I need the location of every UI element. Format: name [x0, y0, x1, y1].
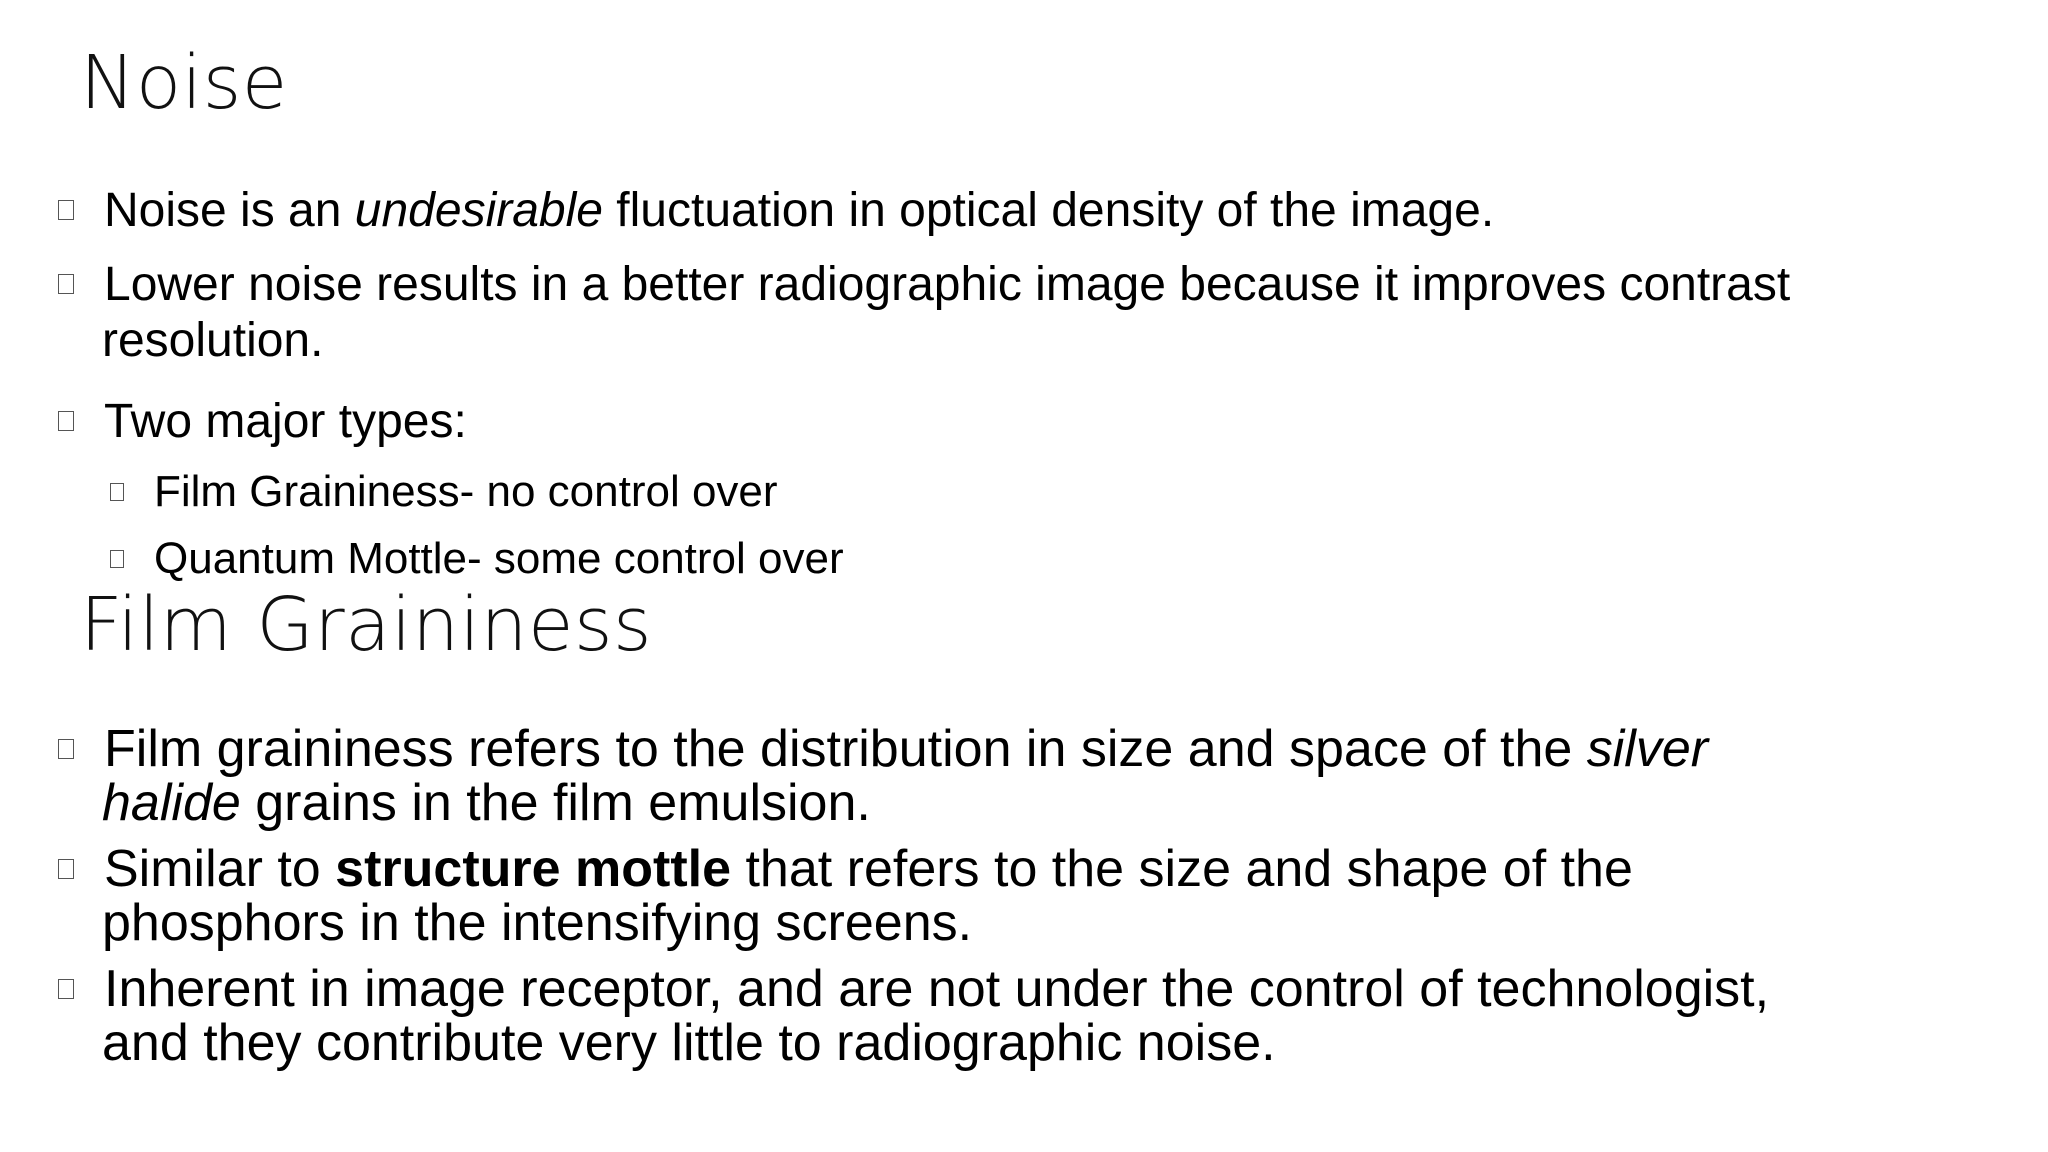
- grain-bullet-1-post: grains in the film emulsion.: [240, 774, 871, 833]
- grain-bullet-2-strong: structure mottle: [335, 840, 731, 898]
- bullet-box-icon: [110, 550, 124, 568]
- noise-subbullet-1-text: Film Graininess- no control over: [154, 467, 778, 516]
- grain-bullet-1-pre: Film graininess refers to the distribution in size and space of the: [104, 720, 1587, 778]
- bullet-box-icon: [110, 483, 124, 501]
- noise-subbullet-2-text: Quantum Mottle- some control over: [154, 534, 844, 583]
- bullet-box-icon: [58, 859, 74, 879]
- noise-bullet-1: [58, 183, 2008, 239]
- noise-bullet-1-emphasis: undesirable: [354, 184, 603, 237]
- noise-subbullet-2: [110, 534, 844, 584]
- grain-bullet-3-line2: and they contribute very little to radiographic noise.: [102, 1014, 1276, 1073]
- noise-bullet-2: [58, 257, 2008, 368]
- grain-bullet-3: [58, 960, 2008, 1073]
- noise-bullet-2-line1: Lower noise results in a better radiographic image because it improves contrast: [104, 258, 1791, 311]
- noise-subbullet-1: [110, 467, 778, 517]
- grain-bullet-2-pre: Similar to: [104, 840, 336, 898]
- bullet-box-icon: [58, 411, 74, 431]
- noise-bullet-3: [58, 394, 2008, 450]
- bullet-box-icon: [58, 200, 74, 220]
- bullet-box-icon: [58, 274, 74, 294]
- grain-bullet-1-emphasis-silver: silver: [1586, 720, 1709, 778]
- noise-bullet-1-post: fluctuation in optical density of the image.: [602, 184, 1495, 237]
- grain-bullet-3-line1: Inherent in image receptor, and are not under the control of technologist,: [104, 960, 1770, 1018]
- bullet-box-icon: [58, 979, 74, 999]
- bullet-box-icon: [58, 739, 74, 759]
- grain-bullet-1: [58, 720, 2008, 833]
- grain-bullet-2: [58, 840, 1998, 953]
- grain-bullet-2-line2: phosphors in the intensifying screens.: [102, 894, 973, 953]
- noise-bullet-2-line2: resolution.: [102, 313, 324, 367]
- noise-bullet-1-pre: Noise is an: [104, 184, 355, 237]
- slide-title-film-graininess: Film Graininess: [80, 582, 653, 668]
- grain-bullet-1-emphasis-halide: halide: [102, 774, 241, 833]
- noise-bullet-3-text: Two major types:: [104, 395, 467, 448]
- grain-bullet-2-line1-post: that refers to the size and shape of the: [731, 840, 1633, 898]
- slide-title-noise: Noise: [80, 40, 288, 126]
